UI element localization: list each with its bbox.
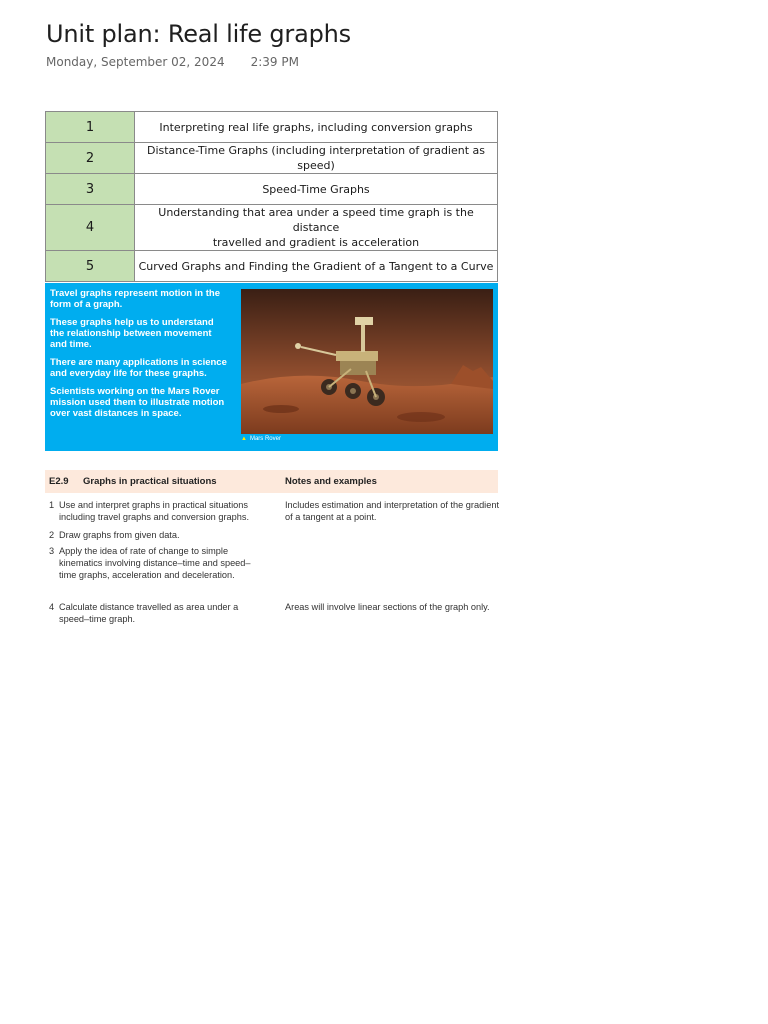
item-number: 2 <box>49 530 55 540</box>
lesson-number: 3 <box>46 174 135 205</box>
lesson-description: Curved Graphs and Finding the Gradient of a Tangent to a Curve <box>135 251 498 282</box>
item-number: 4 <box>49 602 55 612</box>
table-row <box>46 112 498 143</box>
mars-rover-image <box>241 289 493 434</box>
page-timestamp <box>46 55 299 69</box>
lesson-number: 1 <box>46 112 135 143</box>
item-number: 1 <box>49 500 55 510</box>
item-text: Apply the idea of rate of change to simple kinematics involving distance–time and speed–time graphs, acceleration and deceleration. <box>59 546 251 580</box>
item-text: Calculate distance travelled as area under a speed–time graph. <box>59 602 239 624</box>
item-text: Use and interpret graphs in practical situations including travel graphs and conversion graphs. <box>59 500 249 522</box>
page-title: Unit plan: Real life graphs <box>46 20 351 48</box>
lesson-number: 2 <box>46 143 135 174</box>
spec-heading: Graphs in practical situations <box>83 476 217 487</box>
image-caption <box>241 436 281 442</box>
page-time: 2:39 PM <box>250 55 299 69</box>
lesson-description: Speed-Time Graphs <box>135 174 498 205</box>
caption-text: Mars Rover <box>249 436 281 442</box>
panel-paragraph: Travel graphs represent motion in the form of a graph. <box>50 288 220 310</box>
lesson-description-line: travelled and gradient is acceleration <box>212 236 420 249</box>
panel-paragraph: These graphs help us to understand the relationship between movement and time. <box>50 317 214 350</box>
table-row <box>46 143 498 174</box>
lesson-number: 4 <box>46 205 135 251</box>
item-text: Draw graphs from given data. <box>59 530 180 540</box>
lesson-description: Interpreting real life graphs, including conversion graphs <box>135 112 498 143</box>
lesson-description-line: Understanding that area under a speed time graph is the distance <box>158 206 474 234</box>
triangle-icon: ▲ <box>241 436 247 442</box>
spec-item <box>45 499 498 529</box>
syllabus-spec <box>45 470 498 631</box>
panel-paragraph: There are many applications in science and everyday life for these graphs. <box>50 357 227 379</box>
lesson-description <box>135 205 498 251</box>
item-note: Areas will involve linear sections of the graph only. <box>285 602 490 612</box>
spec-code: E2.9 <box>49 476 69 487</box>
lesson-description: Distance-Time Graphs (including interpretation of gradient as speed) <box>135 143 498 174</box>
panel-text <box>50 288 230 426</box>
travel-graphs-panel <box>45 283 498 451</box>
panel-paragraph: Scientists working on the Mars Rover mission used them to illustrate motion over vast distances in space. <box>50 386 225 419</box>
spec-item <box>45 601 498 631</box>
notes-heading: Notes and examples <box>285 476 377 487</box>
unit-plan-table <box>45 111 498 282</box>
spec-header <box>45 470 498 493</box>
table-row <box>46 174 498 205</box>
spec-item <box>45 545 498 601</box>
item-number: 3 <box>49 546 55 556</box>
lesson-number: 5 <box>46 251 135 282</box>
table-row <box>46 205 498 251</box>
page-date: Monday, September 02, 2024 <box>46 55 225 69</box>
spec-item <box>45 529 498 545</box>
item-note: Includes estimation and interpretation of the gradient of a tangent at a point. <box>285 500 499 522</box>
table-row <box>46 251 498 282</box>
